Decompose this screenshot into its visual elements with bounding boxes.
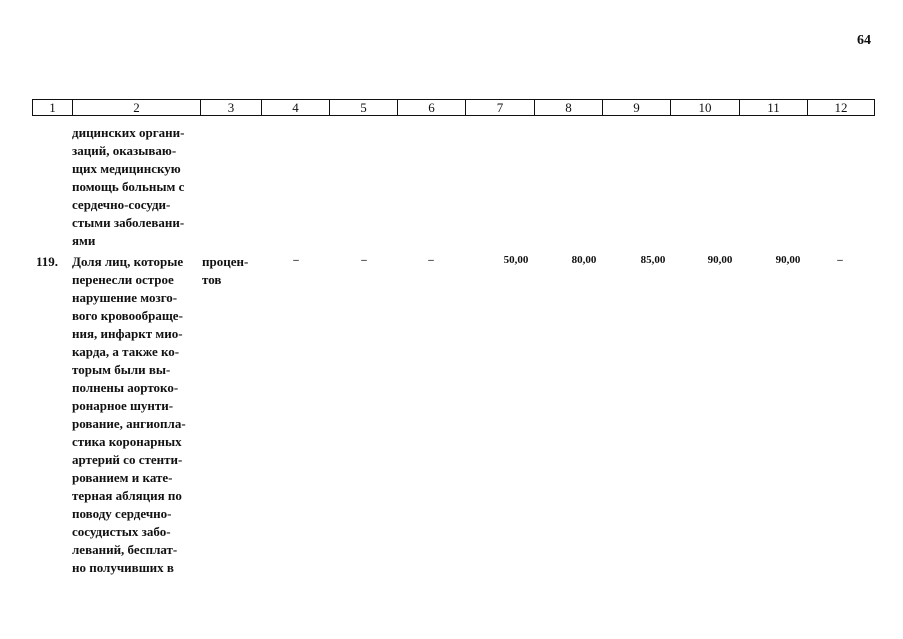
- row-description: [72, 253, 186, 577]
- continued-row-text: [72, 124, 184, 250]
- text-line: вого кровообраще-: [72, 308, 183, 323]
- header-col-1: 1: [49, 100, 56, 115]
- header-col-2: 2: [72, 100, 200, 115]
- table-header-row: [32, 99, 875, 116]
- header-col-7: 7: [465, 100, 534, 115]
- text-line: перенесли острое: [72, 272, 174, 287]
- text-line: заций, оказываю-: [72, 143, 177, 158]
- text-line: тов: [202, 272, 222, 287]
- value-col-10: 90,00: [707, 254, 733, 266]
- value-col-7: 50,00: [503, 254, 529, 266]
- text-line: леваний, бесплат-: [72, 542, 178, 557]
- header-col-12: 12: [807, 100, 874, 115]
- text-line: стика коронарных: [72, 434, 182, 449]
- text-line: рованием и кате-: [72, 470, 173, 485]
- value-col-5: –: [361, 254, 367, 266]
- header-col-4: 4: [261, 100, 329, 115]
- header-col-8: 8: [534, 100, 602, 115]
- text-line: нарушение мозго-: [72, 290, 178, 305]
- text-line: Доля лиц, которые: [72, 254, 184, 269]
- page-number: 64: [857, 33, 871, 48]
- text-line: щих медицинскую: [72, 161, 181, 176]
- header-col-6: 6: [397, 100, 465, 115]
- value-col-8: 80,00: [571, 254, 597, 266]
- text-line: процен-: [202, 254, 249, 269]
- text-line: карда, а также ко-: [72, 344, 180, 359]
- text-line: поводу сердечно-: [72, 506, 172, 521]
- text-line: ями: [72, 233, 96, 248]
- text-line: сердечно-сосуди-: [72, 197, 171, 212]
- value-col-6: –: [428, 254, 434, 266]
- value-col-11: 90,00: [775, 254, 801, 266]
- text-line: стыми заболевани-: [72, 215, 185, 230]
- text-line: торым были вы-: [72, 362, 171, 377]
- text-line: помощь больным с: [72, 179, 185, 194]
- text-line: артерий со стенти-: [72, 452, 183, 467]
- header-col-10: 10: [670, 100, 739, 115]
- value-col-9: 85,00: [640, 254, 666, 266]
- value-col-4: –: [293, 254, 299, 266]
- header-col-9: 9: [602, 100, 670, 115]
- text-line: ния, инфаркт мио-: [72, 326, 183, 341]
- text-line: рование, ангиопла-: [72, 416, 186, 431]
- text-line: терная абляция по: [72, 488, 182, 503]
- header-col-5: 5: [329, 100, 397, 115]
- value-col-12: –: [837, 254, 843, 266]
- text-line: полнены аортоко-: [72, 380, 179, 395]
- header-col-11: 11: [739, 100, 807, 115]
- text-line: дицинских органи-: [72, 125, 185, 140]
- text-line: сосудистых забо-: [72, 524, 171, 539]
- header-col-3: 3: [200, 100, 261, 115]
- text-line: ронарное шунти-: [72, 398, 174, 413]
- text-line: но получивших в: [72, 560, 174, 575]
- row-unit: [202, 253, 248, 289]
- row-number: 119.: [36, 254, 59, 269]
